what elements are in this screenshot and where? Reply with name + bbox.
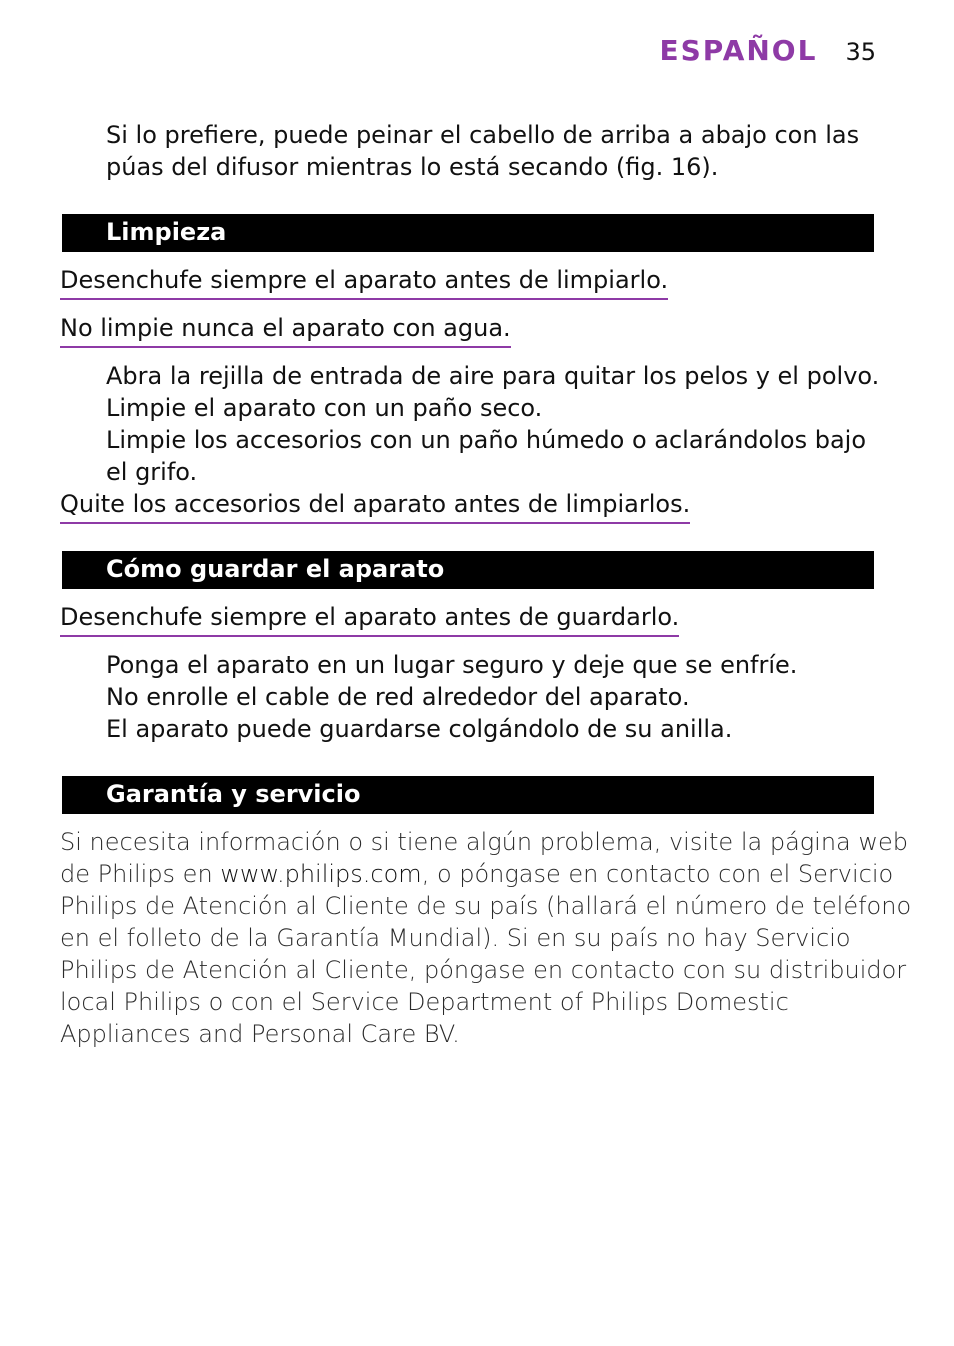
section-heading-storage: Cómo guardar el aparato bbox=[62, 551, 874, 589]
cleaning-step: Limpie el aparato con un paño seco. bbox=[106, 394, 543, 422]
intro-paragraph bbox=[106, 119, 886, 183]
cleaning-warning: Desenchufe siempre el aparato antes de limpiarlo. bbox=[60, 264, 668, 300]
warranty-line: Si necesita información o si tiene algún problema, visite la página web bbox=[60, 828, 909, 856]
page-header bbox=[659, 34, 876, 67]
warranty-text: de Philips en bbox=[60, 860, 221, 888]
page-number: 35 bbox=[845, 38, 876, 66]
cleaning-warning: Quite los accesorios del aparato antes de limpiarlos. bbox=[60, 488, 690, 524]
storage-step: El aparato puede guardarse colgándolo de su anilla. bbox=[106, 715, 733, 743]
cleaning-steps bbox=[106, 360, 886, 488]
cleaning-warning: No limpie nunca el aparato con agua. bbox=[60, 312, 511, 348]
section-heading-warranty: Garantía y servicio bbox=[62, 776, 874, 814]
warranty-paragraph bbox=[60, 826, 912, 1050]
intro-line: púas del difusor mientras lo está secando (fig. 16). bbox=[106, 153, 719, 181]
warranty-line bbox=[60, 858, 894, 890]
language-label: ESPAÑOL bbox=[659, 34, 818, 67]
cleaning-step: el grifo. bbox=[106, 458, 198, 486]
storage-step: No enrolle el cable de red alrededor del aparato. bbox=[106, 683, 690, 711]
storage-warning: Desenchufe siempre el aparato antes de guardarlo. bbox=[60, 601, 679, 637]
warranty-line: Appliances and Personal Care BV. bbox=[60, 1020, 460, 1048]
warranty-line: Philips de Atención al Cliente, póngase en contacto con su distribuidor bbox=[60, 956, 907, 984]
warranty-text: , o póngase en contacto con el Servicio bbox=[421, 860, 894, 888]
intro-line: Si lo prefiere, puede peinar el cabello de arriba a abajo con las bbox=[106, 121, 860, 149]
philips-website-link[interactable]: www.philips.com bbox=[220, 860, 422, 888]
warranty-line: en el folleto de la Garantía Mundial). Si en su país no hay Servicio bbox=[60, 924, 851, 952]
warranty-line: Philips de Atención al Cliente de su país (hallará el número de teléfono bbox=[60, 892, 912, 920]
storage-steps bbox=[106, 649, 886, 745]
cleaning-step: Limpie los accesorios con un paño húmedo o aclarándolos bajo bbox=[106, 426, 867, 454]
storage-step: Ponga el aparato en un lugar seguro y deje que se enfríe. bbox=[106, 651, 798, 679]
cleaning-step: Abra la rejilla de entrada de aire para quitar los pelos y el polvo. bbox=[106, 362, 880, 390]
warranty-line: local Philips o con el Service Department of Philips Domestic bbox=[60, 988, 789, 1016]
section-heading-cleaning: Limpieza bbox=[62, 214, 874, 252]
